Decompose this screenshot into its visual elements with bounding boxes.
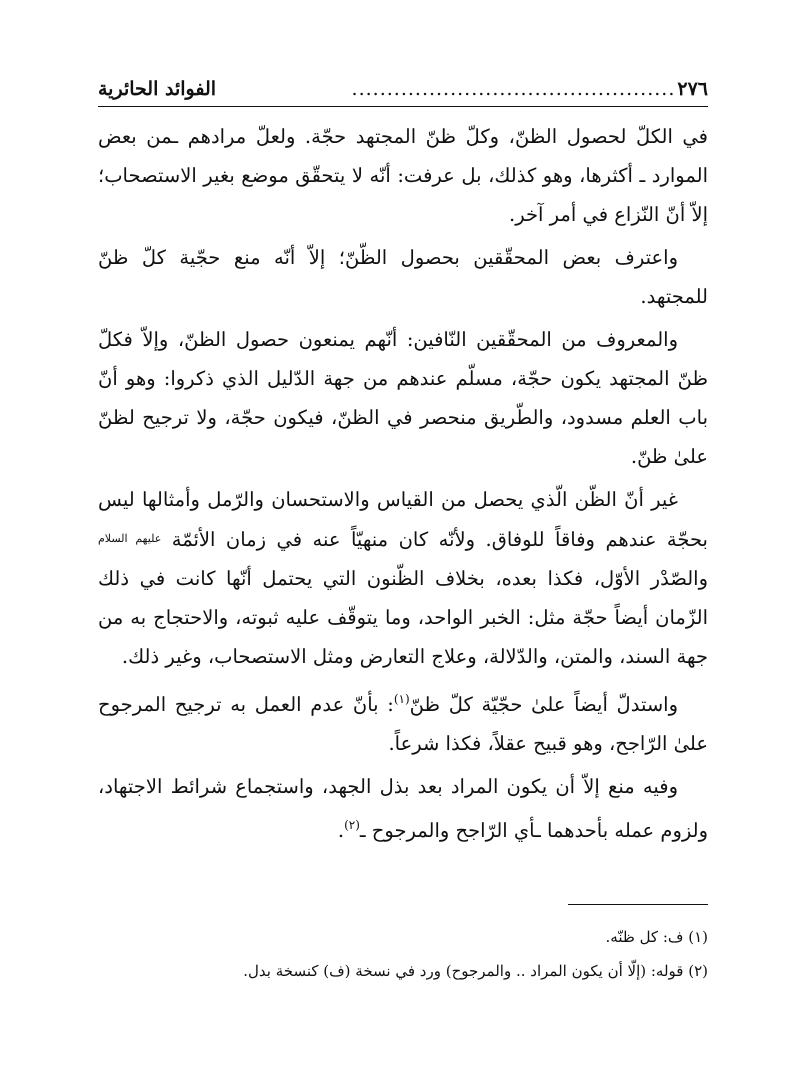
paragraph: في الكلّ لحصول الظنّ، وكلّ ظنّ المجتهد حجّة. ولعلّ مرادهم ـمن بعض الموارد ـ أكثرها، وهو كذلك، بل عرفت: أنّه لا يتحقّق موضع بغير الاستصحاب؛ إلاّ أنّ النّزاع في أمر آخر. <box>98 125 708 226</box>
paragraph: والمعروف من المحقّقين النّافين: أنّهم يمنعون حصول الظنّ، وإلاّ فكلّ ظنّ المجتهد يكون حجّة، مسلّم عندهم من جهة الدّليل الذي ذكروا: وهو أنّ باب العلم مسدود، والطّريق منحصر في الظنّ، فيكون حجّة، ولا ترجيح لظنّ علىٰ ظنّ. <box>98 328 708 468</box>
paragraph-text: : بأنّ عدم العمل به ترجيح المرجوح علىٰ الرّاجح، وهو قبيح عقلاً، فكذا شرعاً. <box>98 693 708 755</box>
footnote: (١) ف: كل ظنّه. <box>605 928 708 946</box>
footnote-ref: (١) <box>393 692 410 706</box>
running-title: الفوائد الحائرية <box>98 78 217 100</box>
paragraph-text: واستدلّ أيضاً علىٰ حجّيّة كلّ ظنّ <box>409 693 679 716</box>
paragraph <box>98 480 708 676</box>
body-text <box>98 117 708 850</box>
page <box>98 78 708 854</box>
paragraph-text: غير أنّ الظّن الّذي يحصل من القياس والاستحسان والرّمل وأمثالها ليس بحجّة عندهم وفاقاً للوفاق. ولأنّه كان منهيّاً عنه في زمان الأئمّة <box>98 488 708 551</box>
footnote: (٢) قوله: (إلّا أن يكون المراد .. والمرجوح) ورد في نسخة (ف) كنسخة بدل. <box>243 962 708 980</box>
footnote-divider <box>568 904 708 905</box>
honorific: عليهم السلام <box>98 532 162 545</box>
page-number: ٢٧٦ <box>677 78 708 100</box>
running-header <box>98 78 708 107</box>
paragraph <box>98 767 708 850</box>
paragraph-text: والصّدْر الأوّل، فكذا بعده، بخلاف الظّنون التي يحتمل أنّها كانت في ذلك الزّمان أيضاً حجّة مثل: الخبر الواحد، وما يتوقّف عليه ثبوته، والاحتجاج به من جهة السند، والمتن، والدّلالة، وعلاج التعارض ومثل الاستصحاب، وغير ذلك. <box>98 567 708 668</box>
paragraph: واعترف بعض المحقّقين بحصول الظّنّ؛ إلاّ أنّه منع حجّية كلّ ظنّ للمجتهد. <box>98 246 708 308</box>
paragraph-text: وفيه منع إلاّ أن يكون المراد بعد بذل الجهد، واستجماع شرائط الاجتهاد، ولزوم عمله بأحدهما ـأي الرّاجح والمرجوح ـ <box>98 775 708 842</box>
leader-dots: .............................................. <box>351 78 676 100</box>
footnotes <box>98 920 708 988</box>
paragraph <box>98 680 708 763</box>
paragraph-text: . <box>337 819 345 842</box>
footnote-ref: (٢) <box>344 818 360 832</box>
